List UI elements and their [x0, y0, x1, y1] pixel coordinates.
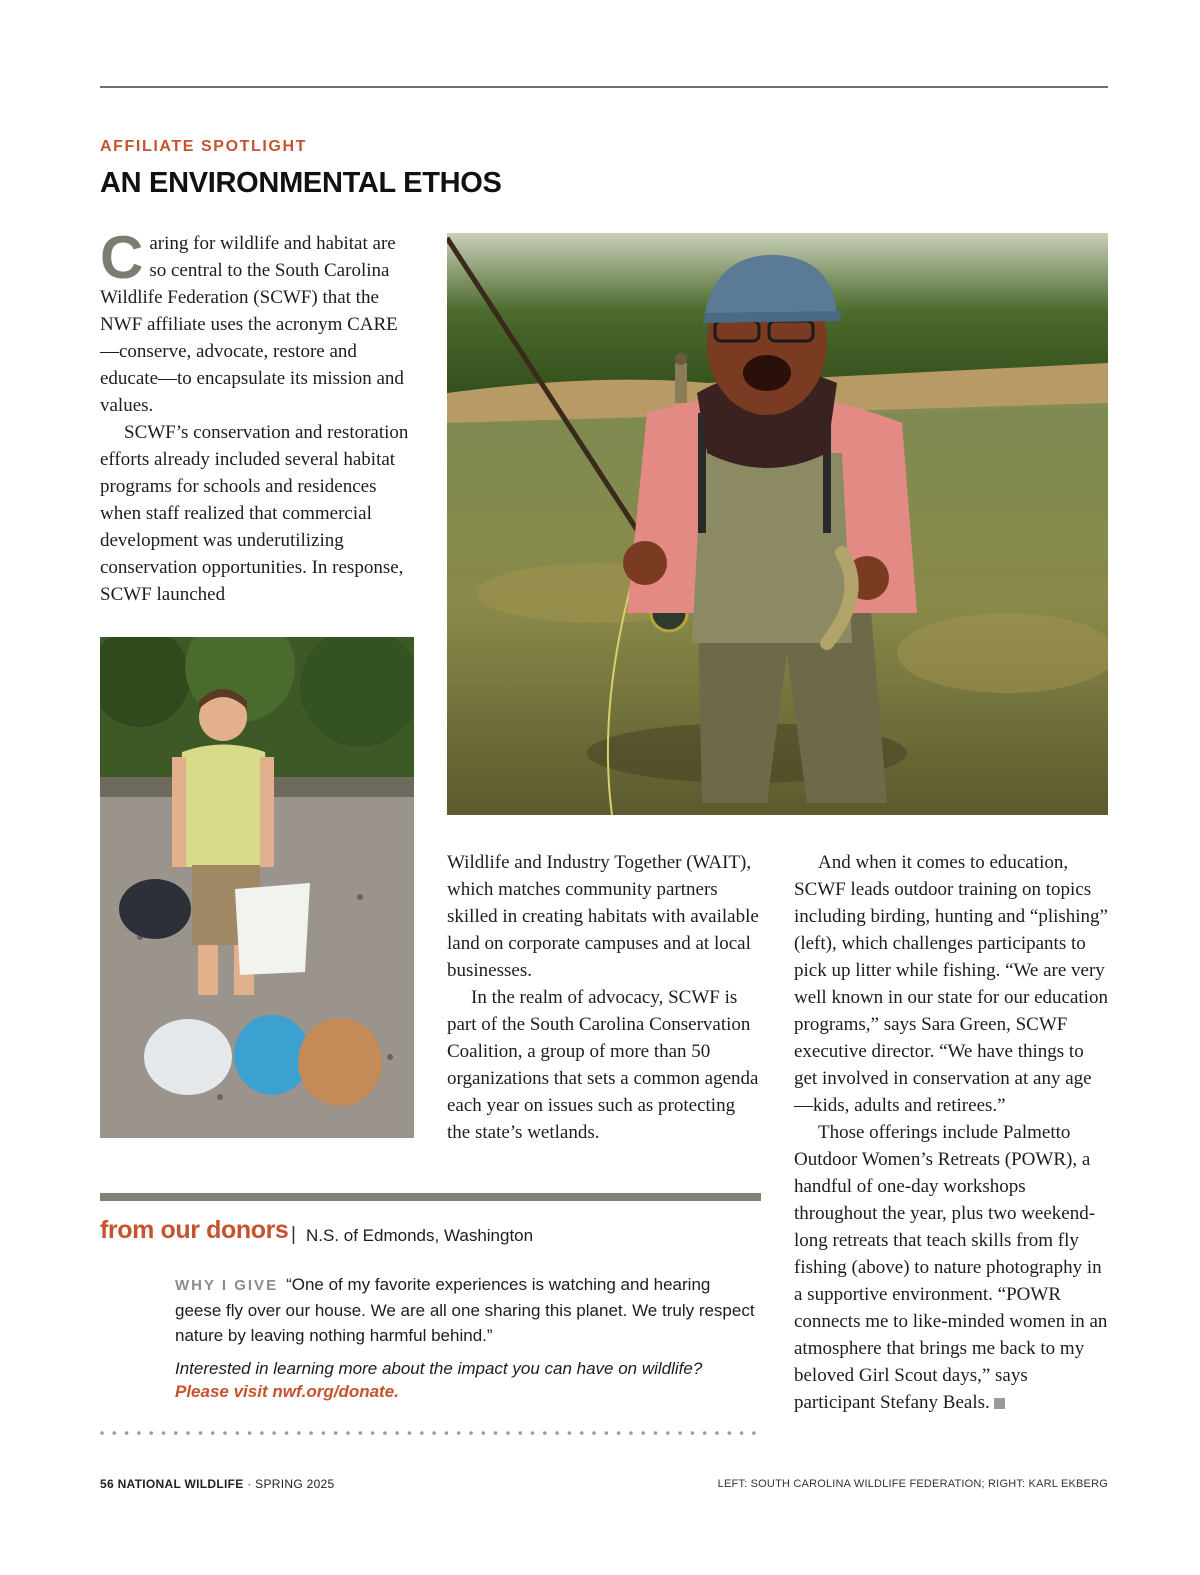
article-paragraph-1 [100, 224, 416, 419]
top-rule [100, 86, 1108, 88]
headline: AN ENVIRONMENTAL ETHOS [100, 167, 502, 199]
donor-attribution: N.S. of Edmonds, Washington [306, 1226, 534, 1245]
plishing-photo [100, 637, 414, 1138]
article-column-1 [100, 224, 416, 608]
article-paragraph-3: In the realm of advocacy, SCWF is part of the South Carolina Conservation Coalition, a group of more than 50 organizations that sets a common agenda each year on issues such as protecting the state’s wetlands. [447, 987, 759, 1143]
magazine-name: NATIONAL WILDLIFE [117, 1477, 244, 1491]
dotted-rule [100, 1430, 761, 1436]
donors-rule [100, 1193, 761, 1201]
donate-prompt-text: Interested in learning more about the impact you can have on wildlife? [175, 1359, 703, 1378]
paragraph-1-text: aring for wildlife and habitat are so central to the South Carolina Wildlife Federation (SCWF) that the NWF affiliate uses the acronym CARE—conserve, advocate, restore and educate—to encapsulate its mission and values. [100, 233, 404, 416]
footer-dot: · [247, 1477, 252, 1491]
page-footer [100, 1477, 335, 1491]
paragraph-5-text: Those offerings include Palmetto Outdoor Women’s Retreats (POWR), a handful of one-day workshops throughout the year, plus two weekend-long retreats that teach skills from fly fishing (above) to nature photography in a supportive environment. “POWR connects me to like-minded women in an atmosphere that brings me back to my beloved Girl Scout days,” says participant Stefany Beals. [794, 1122, 1108, 1413]
section-kicker: AFFILIATE SPOTLIGHT [100, 138, 307, 155]
donor-quote-block [175, 1272, 755, 1348]
donors-separator: | [291, 1224, 296, 1245]
donors-title: from our donors [100, 1216, 289, 1244]
article-column-2 [447, 849, 763, 1146]
article-paragraph-2: SCWF’s conservation and restoration efforts already included several habitat programs for schools and residences when staff realized that commercial development was underutilizing conservation opportunities. In response, SCWF launched [100, 422, 409, 605]
page-number: 56 [100, 1477, 114, 1491]
article-paragraph-5 [794, 1119, 1110, 1416]
donate-link[interactable]: Please visit nwf.org/donate. [175, 1382, 399, 1401]
drop-cap: C [100, 224, 144, 291]
donor-quote: “One of my favorite experiences is watching and hearing geese fly over our house. We are all one sharing this planet. We truly respect nature by leaving nothing harmful behind.” [175, 1275, 755, 1345]
article-paragraph-2-continued: Wildlife and Industry Together (WAIT), which matches community partners skilled in creating habitats with available land on corporate campuses and at local businesses. [447, 852, 759, 981]
issue-date: SPRING 2025 [255, 1477, 335, 1491]
article-paragraph-4: And when it comes to education, SCWF leads outdoor training on topics including birding, hunting and “plishing” (left), which challenges participants to pick up litter while fishing. “We are very well known in our state for our education programs,” says Sara Green, SCWF executive director. “We have things to get involved in conservation at any age—kids, adults and retirees.” [794, 852, 1108, 1116]
end-mark-icon [994, 1398, 1005, 1409]
photo-credits: LEFT: SOUTH CAROLINA WILDLIFE FEDERATION; RIGHT: KARL EKBERG [717, 1478, 1108, 1490]
why-i-give-label: WHY I GIVE [175, 1277, 279, 1294]
donate-prompt [175, 1357, 735, 1403]
fly-fishing-photo [447, 233, 1108, 815]
article-column-3 [794, 849, 1110, 1416]
